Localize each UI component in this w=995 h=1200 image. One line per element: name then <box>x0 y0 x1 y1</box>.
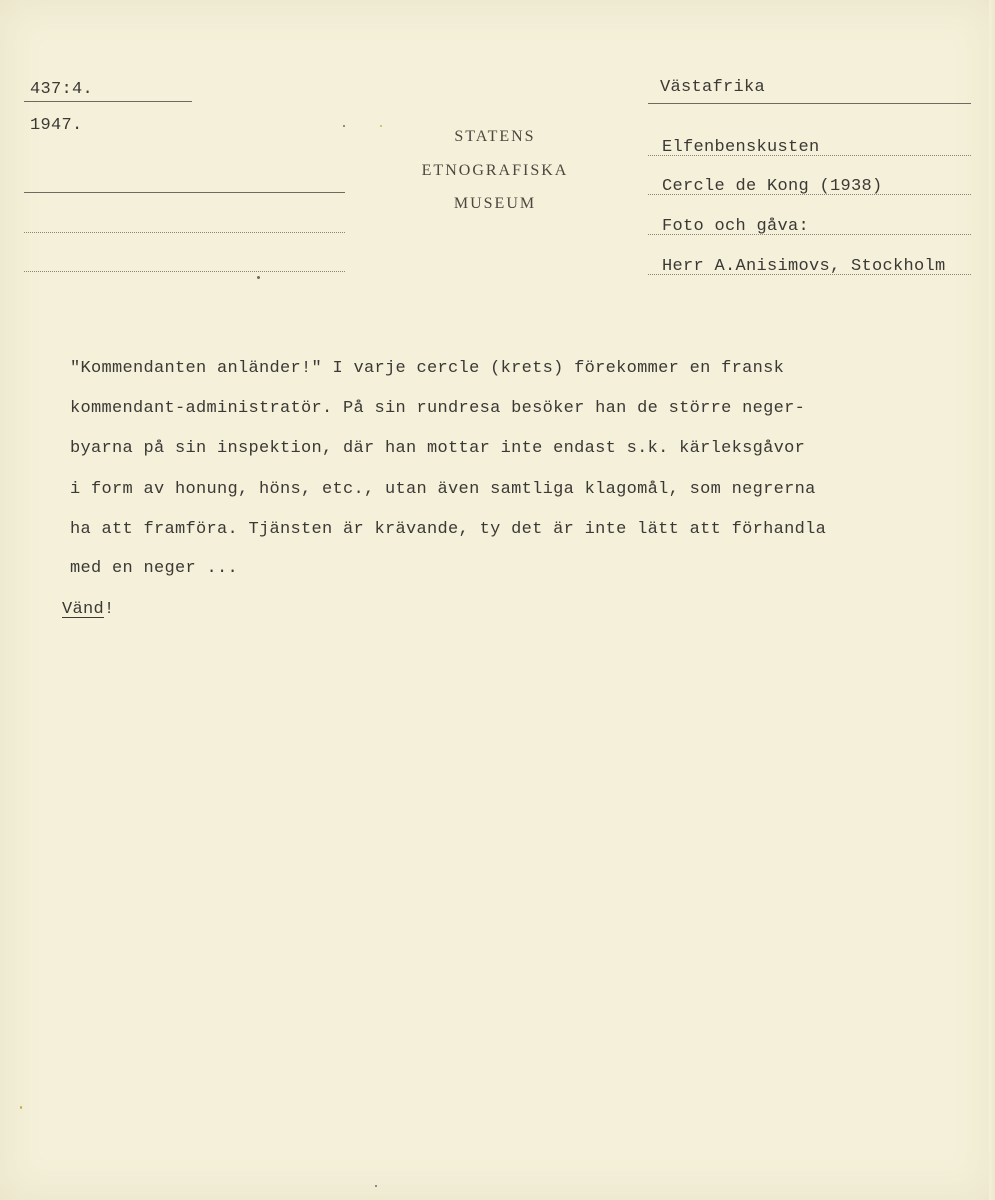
catalog-number: 437:4. <box>30 80 94 99</box>
place-field: Cercle de Kong (1938) <box>662 177 883 196</box>
body-line-3: byarna på sin inspektion, där han mottar inte endast s.k. kärleksgåvor <box>70 439 806 458</box>
paper-speck <box>375 1185 377 1187</box>
body-line-5: ha att framföra. Tjänsten är krävande, ty det är inte lätt att förhandla <box>70 520 827 539</box>
place-rule <box>648 194 971 195</box>
left-rule-1 <box>24 192 345 193</box>
institution-line-3: MUSEUM <box>453 195 537 212</box>
body-line-4: i form av honung, höns, etc., utan även samtliga klagomål, som negrerna <box>70 480 816 499</box>
paper-speck <box>343 125 345 127</box>
turn-note <box>62 600 115 619</box>
region-rule <box>648 103 971 104</box>
paper-speck <box>380 125 382 127</box>
body-line-2: kommendant-administratör. På sin rundresa besöker han de större neger- <box>70 399 806 418</box>
catalog-number-rule <box>24 101 192 102</box>
catalog-year: 1947. <box>30 116 83 135</box>
left-rule-3 <box>24 271 345 272</box>
country-rule <box>648 155 971 156</box>
institution-line-2: ETNOGRAFISKA <box>421 162 569 179</box>
turn-label: Vänd <box>62 600 105 619</box>
left-rule-2 <box>24 232 345 233</box>
credit-label: Foto och gåva: <box>662 217 810 236</box>
card-edge <box>989 0 995 1200</box>
donor-rule <box>648 274 971 275</box>
paper-speck <box>257 276 260 279</box>
body-line-1: "Kommendanten anländer!" I varje cercle (krets) förekommer en fransk <box>70 359 785 378</box>
institution-line-1: STATENS <box>454 128 536 145</box>
turn-suffix: ! <box>104 600 115 619</box>
credit-rule <box>648 234 971 235</box>
paper-speck <box>20 1106 22 1109</box>
body-line-6: med en neger ... <box>70 559 239 578</box>
country-field: Elfenbenskusten <box>662 138 820 157</box>
donor-field: Herr A.Anisimovs, Stockholm <box>662 257 946 276</box>
region: Västafrika <box>660 78 766 97</box>
